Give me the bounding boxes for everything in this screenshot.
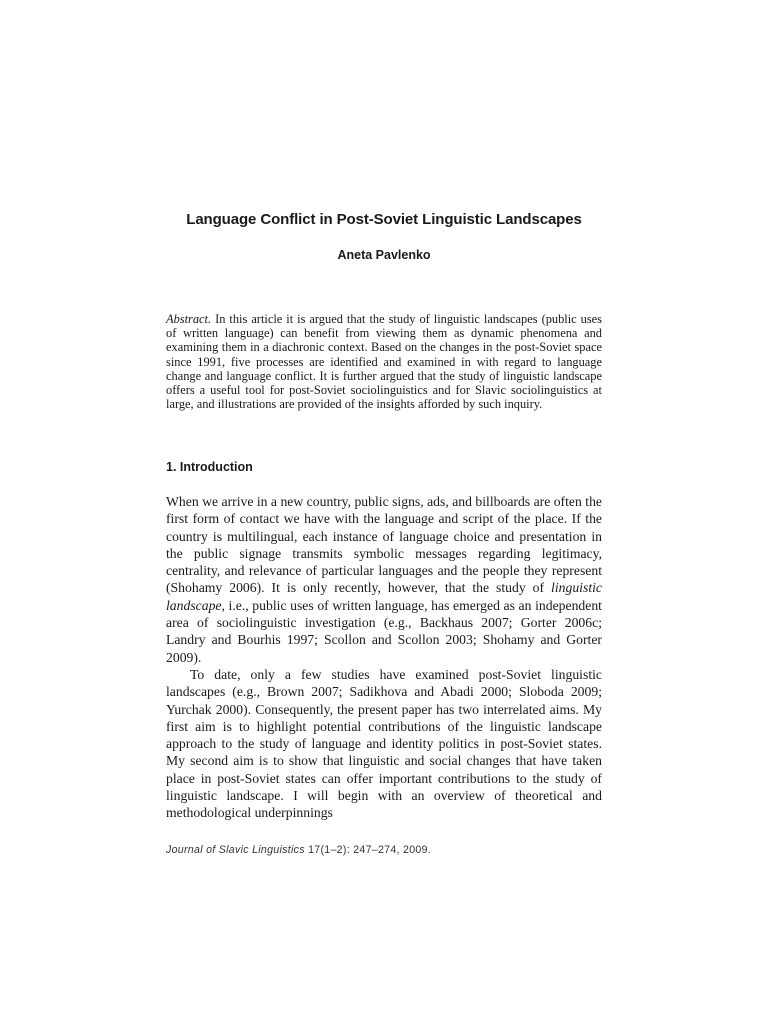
abstract-label: Abstract.: [166, 312, 212, 326]
journal-citation: [166, 844, 431, 856]
emphasized-term: linguistic landscape: [166, 580, 602, 613]
abstract: [166, 312, 602, 411]
paragraph-text: , i.e., public uses of written language, has emerged as an independent area of sociolinguistic investigation (e.g., Backhaus 2007; Gorter 2006c; Landry and Bourhis 1997; Scollon and Scollon 2003; Shohamy and Gorter 2009).: [166, 597, 602, 665]
paragraph: [166, 493, 602, 666]
abstract-text: In this article it is argued that the study of linguistic landscapes (public uses of written language) can benefit from viewing them as dynamic phenomena and examining them in a diachronic context. Based on the changes in the post-Soviet space since 1991, five processes are identified and examined in with regard to language change and language conflict. It is further argued that the study of linguistic landscape offers a useful tool for post-Soviet sociolinguistics and for Slavic sociolinguistics at large, and illustrations are provided of the insights afforded by such inquiry.: [166, 312, 602, 412]
paper-title: Language Conflict in Post-Soviet Linguistic Landscapes: [186, 211, 582, 228]
body-text: [166, 493, 602, 822]
paragraph-text: When we arrive in a new country, public signs, ads, and billboards are often the first form of contact we have with the language and script of the place. If the country is multilingual, each instance of language choice and presentation in the public signage transmits symbolic messages regarding legitimacy, centrality, and relevance of particular languages and the people they represent (Shohamy 2006). It is only recently, however, that the study of: [166, 494, 602, 596]
citation-details: 17(1–2): 247–274, 2009.: [304, 844, 432, 856]
paragraph: To date, only a few studies have examined post-Soviet linguistic landscapes (e.g., Brown 2007; Sadikhova and Abadi 2000; Sloboda 2009; Yurchak 2000). Consequently, the present paper has two interrelated aims. My first aim is to highlight potential contributions of the linguistic landscape approach to the study of language and identity politics in post-Soviet states. My second aim is to show that linguistic and social changes that have taken place in post-Soviet states can offer important contributions to the study of linguistic landscape. I will begin with an overview of theoretical and methodological underpinnings: [166, 666, 602, 821]
section-heading: 1. Introduction: [166, 460, 253, 474]
author-name: Aneta Pavlenko: [337, 248, 431, 262]
journal-name: Journal of Slavic Linguistics: [166, 844, 305, 856]
